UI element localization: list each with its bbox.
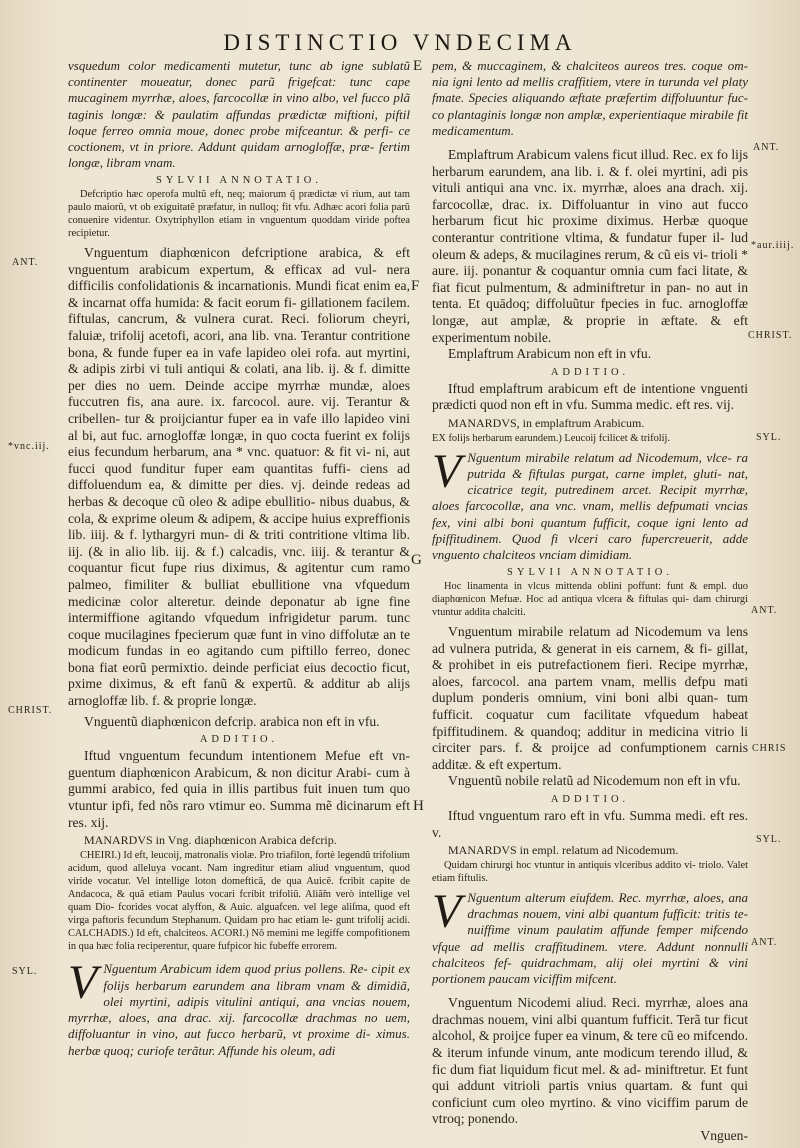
emplastrum-paragraph: Emplaftrum Arabicum valens ficut illud. Rec. ex fo lijs herbarum earundem, ana lib. i. & f. olei myrtini, adi pis vituli antiqui ana vnc. ix. myrrhæ, aloes ana drach. xij. farcocollæ, drac. ix. Diffoluantur in vino aut fucco herbarum ficut hic proxime diximus. Herbæ quoque conterantur contritione vltima, & fundatur fuper il- lud oleum & adeps, & mucilagines rerum, & cũ eis vi- trioli * aure. iij. ponantur & coquantur omnia cum faci litate, & fiat ficut pulmentum, & adminiftretur in pan- no aut in tenta. Et quādoq; diffoluũtur fpecies in fuc. arnogloffæ longæ, aut amplæ, & proprie in æftate. & eft experimentum nobile. [432,147,748,345]
nicodemus-paragraph: Vnguentum mirabile relatum ad Nicodemum va lens ad vulnera putrida, & generat in eis carnem, & fi- gillat, & prohibet in eis putrefactionem fieri. Recipe myrrhæ, aloes, farcocol. ana partem vnam, mellis defpu mati duplum ponderis omnium, vini boni albi quan- tum fufficit. coquatur cum facilitate vfquedum habeat fpiffitudinem. & quandoq; additur in medicina vitrio li circiter pars. f. & proijce ad confumptionem carnis additæ. & eft expertum. [432,623,748,772]
additio-text-right-2: Iftud vnguentum raro eft in vfu. Summa medi. eft res. v. [432,807,748,840]
margin-note-ant-right: ANT. [753,142,780,153]
italic-paragraph-right: pem, & muccaginem, & chalciteos aureos tres. coque om- nia igni lento ad mellis craffitiem, vtere in turunda vel platy fmate. Species aliquando æftate præfertim diffoluuntur fuc- co plantaginis longæ non amplæ, experientiaque mirabile fit medicamentum. [432,58,748,138]
additio-heading-right: ADDITIO. [550,366,630,378]
italic-recipe-right [432,444,748,563]
margin-note-aur: *aur.iiij. [751,240,795,251]
italic-paragraph: vsquedum color medicamenti mutetur, tunc ab igne sublatũ continenter moueatur, donec parũ frigefcat: tunc cape mucaginem myrrhæ, aloes, farcocollæ in vino albo, vel fucco plã taginis longæ: & paulatim affundas prædictæ miftioni, piftil loque ferreo omnia moue, donec probe mifceantur. & perfi- ce coctionem, vt in priore. Addunt quidam arnogloffæ, præ- fertim longæ, libram vnam. [68,58,410,171]
margin-note-syl: SYL. [12,966,38,977]
margin-letter-f: F [411,278,420,294]
right-column [432,58,748,1144]
margin-note-syl-right: SYL. [756,432,782,443]
drop-capital-right-2: V [432,884,462,938]
margin-note-ant: ANT. [12,257,39,268]
annotation-text: Defcriptio hæc operofa multũ eft, neq; maiorum q̃ prædictæ vi rium, aut tam paulo maiorũ, vt ob exiguitatẽ præfatur, in nulloq; fit vfu. Adhæc acori folia parũ conuenire videntur. Oxytriphyllon etiam in vnguentum quoddam viride poftea recipietur. [68,189,410,240]
margin-letter-g: G [411,552,422,568]
manardus-text-right-2: Quidam chirurgi hoc vtuntur in antiquis vlceribus addito vi- triolo. Valet etiam fiftulis. [432,860,748,884]
additio-heading-right-2: ADDITIO. [550,793,630,805]
manardus-heading-right: MANARDVS, in emplaftrum Arabicum. [448,415,645,430]
usage-note: Vnguentũ diaphœnicon defcrip. arabica non eft in vfu. [84,713,380,729]
italic-recipe-right-2-text: Nguentum alterum eiufdem. Rec. myrrhæ, aloes, ana drachmas nouem, vini albi quantum fufficit: tritis te- nuiffime vinum paulatim affunde femper mifcendo vfque ad mellis craffitudinem. vtere. Addunt nonnulli chalciteos fef- quidrachmam, alij olei myrtini & vini portionem paucam viciffim mifcent. [432,889,748,986]
nicodemus-aliud-paragraph: Vnguentum Nicodemi aliud. Reci. myrrhæ, aloes ana drachmas nouem, vini albi quantum fufficit. Terã tur ficut alcohol, & proijce fuper ea vinum, & tere cũ eo mifcendo. & iterum infunde vinum, ante modicum terendo illud, & fic dum fiat liquidum ficut mel. & ad- miniftretur. Et funt qui addunt vitrioli partis vnius quartam. & funt qui conficiunt cum oleo myrtino. & vino viciffim parum de vtroq; ponendo. [432,995,748,1127]
margin-note-chris-right: CHRIS [752,743,787,754]
margin-note-ant-right-3: ANT. [751,937,778,948]
margin-letter-e: E [413,58,423,74]
italic-recipe [68,956,410,1058]
recipe-paragraph: Vnguentum diaphœnicon defcriptione arabica, & eft vnguentum arabicum expertum, & efficax ad vul- nera difficilis confolidationis & incarnationis. Mundi ficat enim ea, & incarnat offa humida: & facit eorum fi- gillationem facilem. fiftulas, cancrum, & vulnera curat. Reci. foliorum cheyri, faluiæ, trifolij acetofi, acori, ana lib. vna. Terantur contritione bona, & funde fuper ea in vafe lapideo olei rofa. aut myrtini, & adipis zirbi vi tuli antiqui & colati, ana lib. ij. & f. dimitte per dies no uem. Deinde accipe myrrhæ mundæ, aloes fuccutren fis, ana aure. ix. farcocol. aure. vij. Terantur & cribellen- tur & proijciantur fuper ea in vafe illo lapideo vini al bi, aut fuc. arnogloffæ longæ, in quo cocta fuerint ex folijs eius fecundum herbarum, ana * vnc. quatuor: & fit vi- ni, aut fucci quod funditur fuper eam quantitas fuffi- ciens ad diffoluendum ea, & dimitte per dies. vj. deinde redeas ad herbas & decoque cũ oleo & adipe ebullitio- nibus duabus, & cola, & exprime oleum & adipem, & accipe huius expreffionis lib. iiij. & f. lythargyri mun- di & triti contritione vltima lib. iij. (& in alio lib. iij. & f.) calcadis, vnc. iiij. & terantur & coquantur ficut fupe rius diximus, & agitentur cum ramo palmeo, fimiliter & bulliat ebullitione vna vfquedum medicinæ color alteretur. deinde deponatur ab igne fine intermiffione agitando vfquedum infrigidetur parum. tunc coque mucilagines fpecierum quæ funt in vino diffolutæ an te modicum fundas in eo agitando cum piftillo ferreo, donec bona fiat eorũ permixtio. deinde perficiat eius decoctio ficut, pxime diximus, & eft fanũ & expertũ. & additur ab alijs arnogloffæ lib. f. & proprie longæ. [68,245,410,709]
margin-letter-h: H [413,798,424,814]
page-header: DISTINCTIO VNDECIMA [223,30,577,55]
annotation-heading-right: SYLVII ANNOTATIO. [507,567,673,579]
italic-recipe-text: Nguentum Arabicum idem quod prius pollens. Re- cipit ex folijs herbarum earundem ana libram vnam & dimidiã, olei myrtini, adipis vitulini antiqui, ana vncias nouem, myrrhæ, aloes, ana drac. xij. farcocollæ drachmas no uem, diffoluantur in vino, aut fucco herbarũ, vt proxime di- ximus. herbæ quoq; curiofe terãtur. Affunde his oleum, adi [68,961,410,1058]
margin-note-ant-right-2: ANT. [751,605,778,616]
catchword: Vnguen- [700,1127,748,1143]
italic-recipe-right-2 [432,884,748,987]
margin-note-syl-right-2: SYL. [756,834,782,845]
usage-note-right: Emplaftrum Arabicum non eft in vfu. [448,346,652,362]
manardus-heading-right-2: MANARDVS in empl. relatum ad Nicodemum. [448,843,679,858]
margin-note-christ-right: CHRIST. [748,330,793,341]
left-column [68,58,410,1059]
additio-text: Iftud vnguentum fecundum intentionem Mefue eft vn- guentum diaphœnicon Arabicum, & non dicitur Arabi- cum à gummi arabico, fed quia in illis partibus fuit inuen tum quo vtuntur ipfi, fed nõs raro vtimur eo. Summa mẽ dicinarum eft res. xij. [68,748,410,830]
manardus-text: CHEIRI.) Id eft, leucoij, matronalis violæ. Pro triafilon, fortè legendũ trifolium acidum, quod alleluya vocant. Nam ingreditur etiam aliud vnguentum, quod viride vocatur. Vel intellige loton domefticã, de qua Auicẽ. fcribit capite de Andacoca, & quã etiam Paulus vocari fcribit trifoliũ. Aliã̃m verò intellige vel quam Dio- fcorides vocat alyffon, & Auic. alguafcen. vel lege aliſma, quod eft virga paftoris fecundum Stephanum. Quidam pro hac etiam le- gunt trifolij acidi. CALCHADIS.) Id eft, chalciteos. ACORI.) Nõ memini me legiffe compofitionem in qua hæc folia reciperentur, quare fufpicor hic fubeffe errorem. [68,850,410,952]
additio-heading: ADDITIO. [199,734,279,746]
italic-recipe-right-text: Nguentum mirabile relatum ad Nicodemum, vlce- ra putrida & fiftulas purgat, carne implet, gluti- nat, cicatrice tegit, putredinem arcet. Recipit myrrhæ, aloes farcocollæ, ana vnc. vnam, mellis defpumati vncias fex, vini albi boni quantum fufficit, coque igni lento ad fpiffitudinem. Quod fi vlceri caro fupercreuerit, adde vnguento chalciteos vnciam dimidiam. [432,449,748,563]
manardus-heading: MANARDVS in Vng. diaphœnicon Arabica defcrip. [84,833,337,848]
annotation-heading: SYLVII ANNOTATIO. [156,175,322,187]
drop-capital-right: V [432,444,462,498]
additio-text-right: Iftud emplaftrum arabicum eft de intentione vnguenti prædicti quod non eft in vfu. Summa medic. eft res. vij. [432,380,748,413]
drop-capital: V [68,956,98,1010]
manardus-text-right: EX folijs herbarum earundem.) Leucoij fcilicet & trifolij. [432,432,671,444]
margin-note-vnc: *vnc.iij. [8,441,50,452]
annotation-text-right: Hoc linamenta in vlcus mittenda oblini poffunt: funt & empl. duo diaphœnicon Mefuæ. Hoc ad antiqua vlcera & fiftulas qui- dam chirurgi vtuntur addita chalciti. [432,581,748,619]
usage-note-right-2: Vnguentũ nobile relatũ ad Nicodemum non eft in vfu. [448,773,741,789]
margin-note-christ: CHRIST. [8,705,53,716]
